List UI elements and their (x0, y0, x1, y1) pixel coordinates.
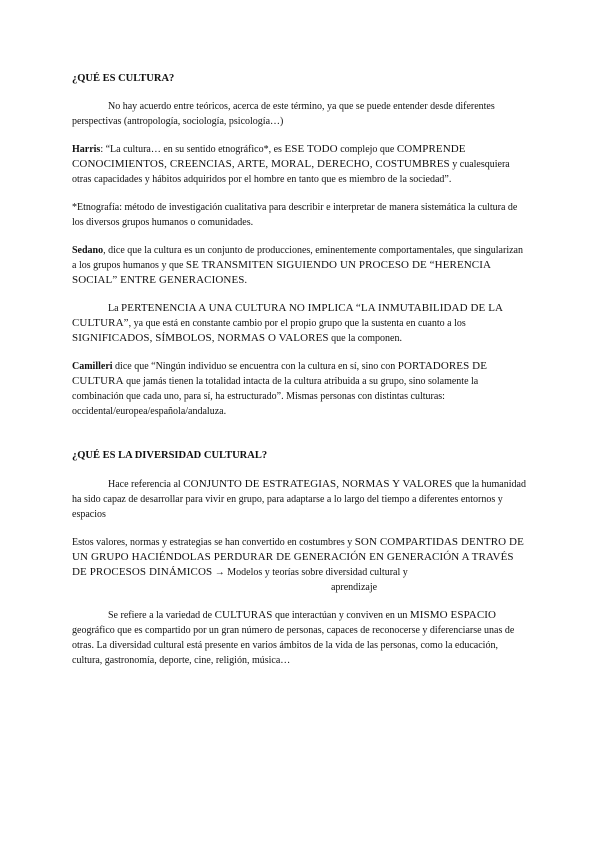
harris-paragraph (72, 142, 526, 187)
camilleri-caps-1: PORTADORES DE CULTURA (72, 360, 488, 387)
etnografia-note: *Etnografía: método de investigación cualitativa para describir e interpretar de manera sistemática la cultura de los diversos grupos humanos o comunidades. (72, 202, 518, 228)
div3-text-2: que interactúan y conviven en un (272, 610, 410, 621)
pertenencia-text-1: La (108, 303, 122, 314)
div3-text-3: geográfico que es compartido por un gran número de personas, capaces de reconocerse y diferenciarse unas de otras. La diversidad cultural está presente en varios ámbitos de la vida de las personas, como la educación, cultura, gastronomía, deporte, cine, religión, música… (72, 625, 515, 666)
pertenencia-paragraph (72, 301, 526, 346)
div1-text-2: que la humanidad ha sido capaz de desarrollar para vivir en grupo, para adaptarse a lo largo del tiempo a diferentes entornos y espacios (72, 479, 526, 520)
sedano-text-2: . (244, 275, 247, 286)
heading-diversidad: ¿QUÉ ES LA DIVERSIDAD CULTURAL? (72, 450, 268, 461)
pertenencia-text-2: , ya que está en constante cambio por el propio grupo que la sustenta en cuanto a los (128, 318, 466, 329)
pertenencia-caps-1: PERTENENCIA A UNA CULTURA NO IMPLICA “LA INMUTABILIDAD DE LA CULTURA” (72, 302, 503, 329)
harris-text-3: y cualesquiera otras capacidades y hábitos adquiridos por el hombre en tanto que es miembro de la sociedad”. (72, 159, 510, 185)
diversidad-paragraph-1 (72, 477, 526, 522)
div3-caps-2: MISMO ESPACIO (409, 609, 497, 621)
diversidad-paragraph-2 (72, 535, 526, 580)
author-sedano: Sedano (72, 245, 104, 256)
author-camilleri: Camilleri (72, 361, 113, 372)
pertenencia-text-3: que la componen. (328, 333, 402, 344)
diversidad-paragraph-3 (72, 608, 526, 668)
div2-caps-1: SON COMPARTIDAS DENTRO DE UN GRUPO HACIÉNDOLAS PERDURAR DE GENERACIÓN EN GENERACIÓN A TRAVÉS DE PROCESOS DINÁMICOS (72, 536, 524, 578)
harris-text-1: : “La cultura… en su sentido etnográfico*, es (100, 144, 285, 155)
div1-caps-1: CONJUNTO DE ESTRATEGIAS, NORMAS Y VALORES (183, 478, 453, 490)
div3-caps-1: CULTURAS (214, 609, 273, 621)
sedano-paragraph (72, 243, 526, 288)
camilleri-text-2: que jamás tienen la totalidad intacta de la cultura atribuida a su grupo, sino solamente la combinación que cada uno, para sí, ha estructurado”. Mismas personas con distintas culturas: occidental/europea/española/andaluza. (72, 376, 479, 417)
pertenencia-caps-2: SIGNIFICADOS, SÍMBOLOS, NORMAS O VALORES (72, 332, 329, 344)
sedano-caps-1: SE TRANSMITEN SIGUIENDO UN PROCESO DE “HERENCIA SOCIAL” ENTRE GENERACIONES (72, 259, 491, 286)
harris-text-2: complejo que (337, 144, 397, 155)
harris-caps-1: ESE TODO (284, 143, 338, 155)
document-page (72, 72, 526, 668)
diversidad-paragraph-2-end: aprendizaje (330, 582, 378, 593)
div2-text-1: Estos valores, normas y estrategias se han convertido en costumbres y (72, 537, 355, 548)
div3-text-1: Se refiere a la variedad de (108, 610, 215, 621)
div2-text-2: → Modelos y teorías sobre diversidad cultural y (212, 567, 408, 578)
harris-caps-2: COMPRENDE CONOCIMIENTOS, CREENCIAS, ARTE, MORAL, DERECHO, COSTUMBRES (72, 143, 466, 170)
camilleri-paragraph (72, 359, 526, 419)
sedano-text-1: , dice que la cultura es un conjunto de producciones, eminentemente comportamentales, que singularizan a los grupos humanos y que (72, 245, 523, 271)
camilleri-text-1: dice que “Ningún individuo se encuentra con la cultura en sí, sino con (112, 361, 398, 372)
author-harris: Harris (72, 144, 101, 155)
heading-cultura: ¿QUÉ ES CULTURA? (72, 73, 175, 84)
div1-text-1: Hace referencia al (108, 479, 184, 490)
intro-paragraph: No hay acuerdo entre teóricos, acerca de este término, ya que se puede entender desde diferentes perspectivas (antropología, sociología, psicología…) (72, 101, 495, 127)
